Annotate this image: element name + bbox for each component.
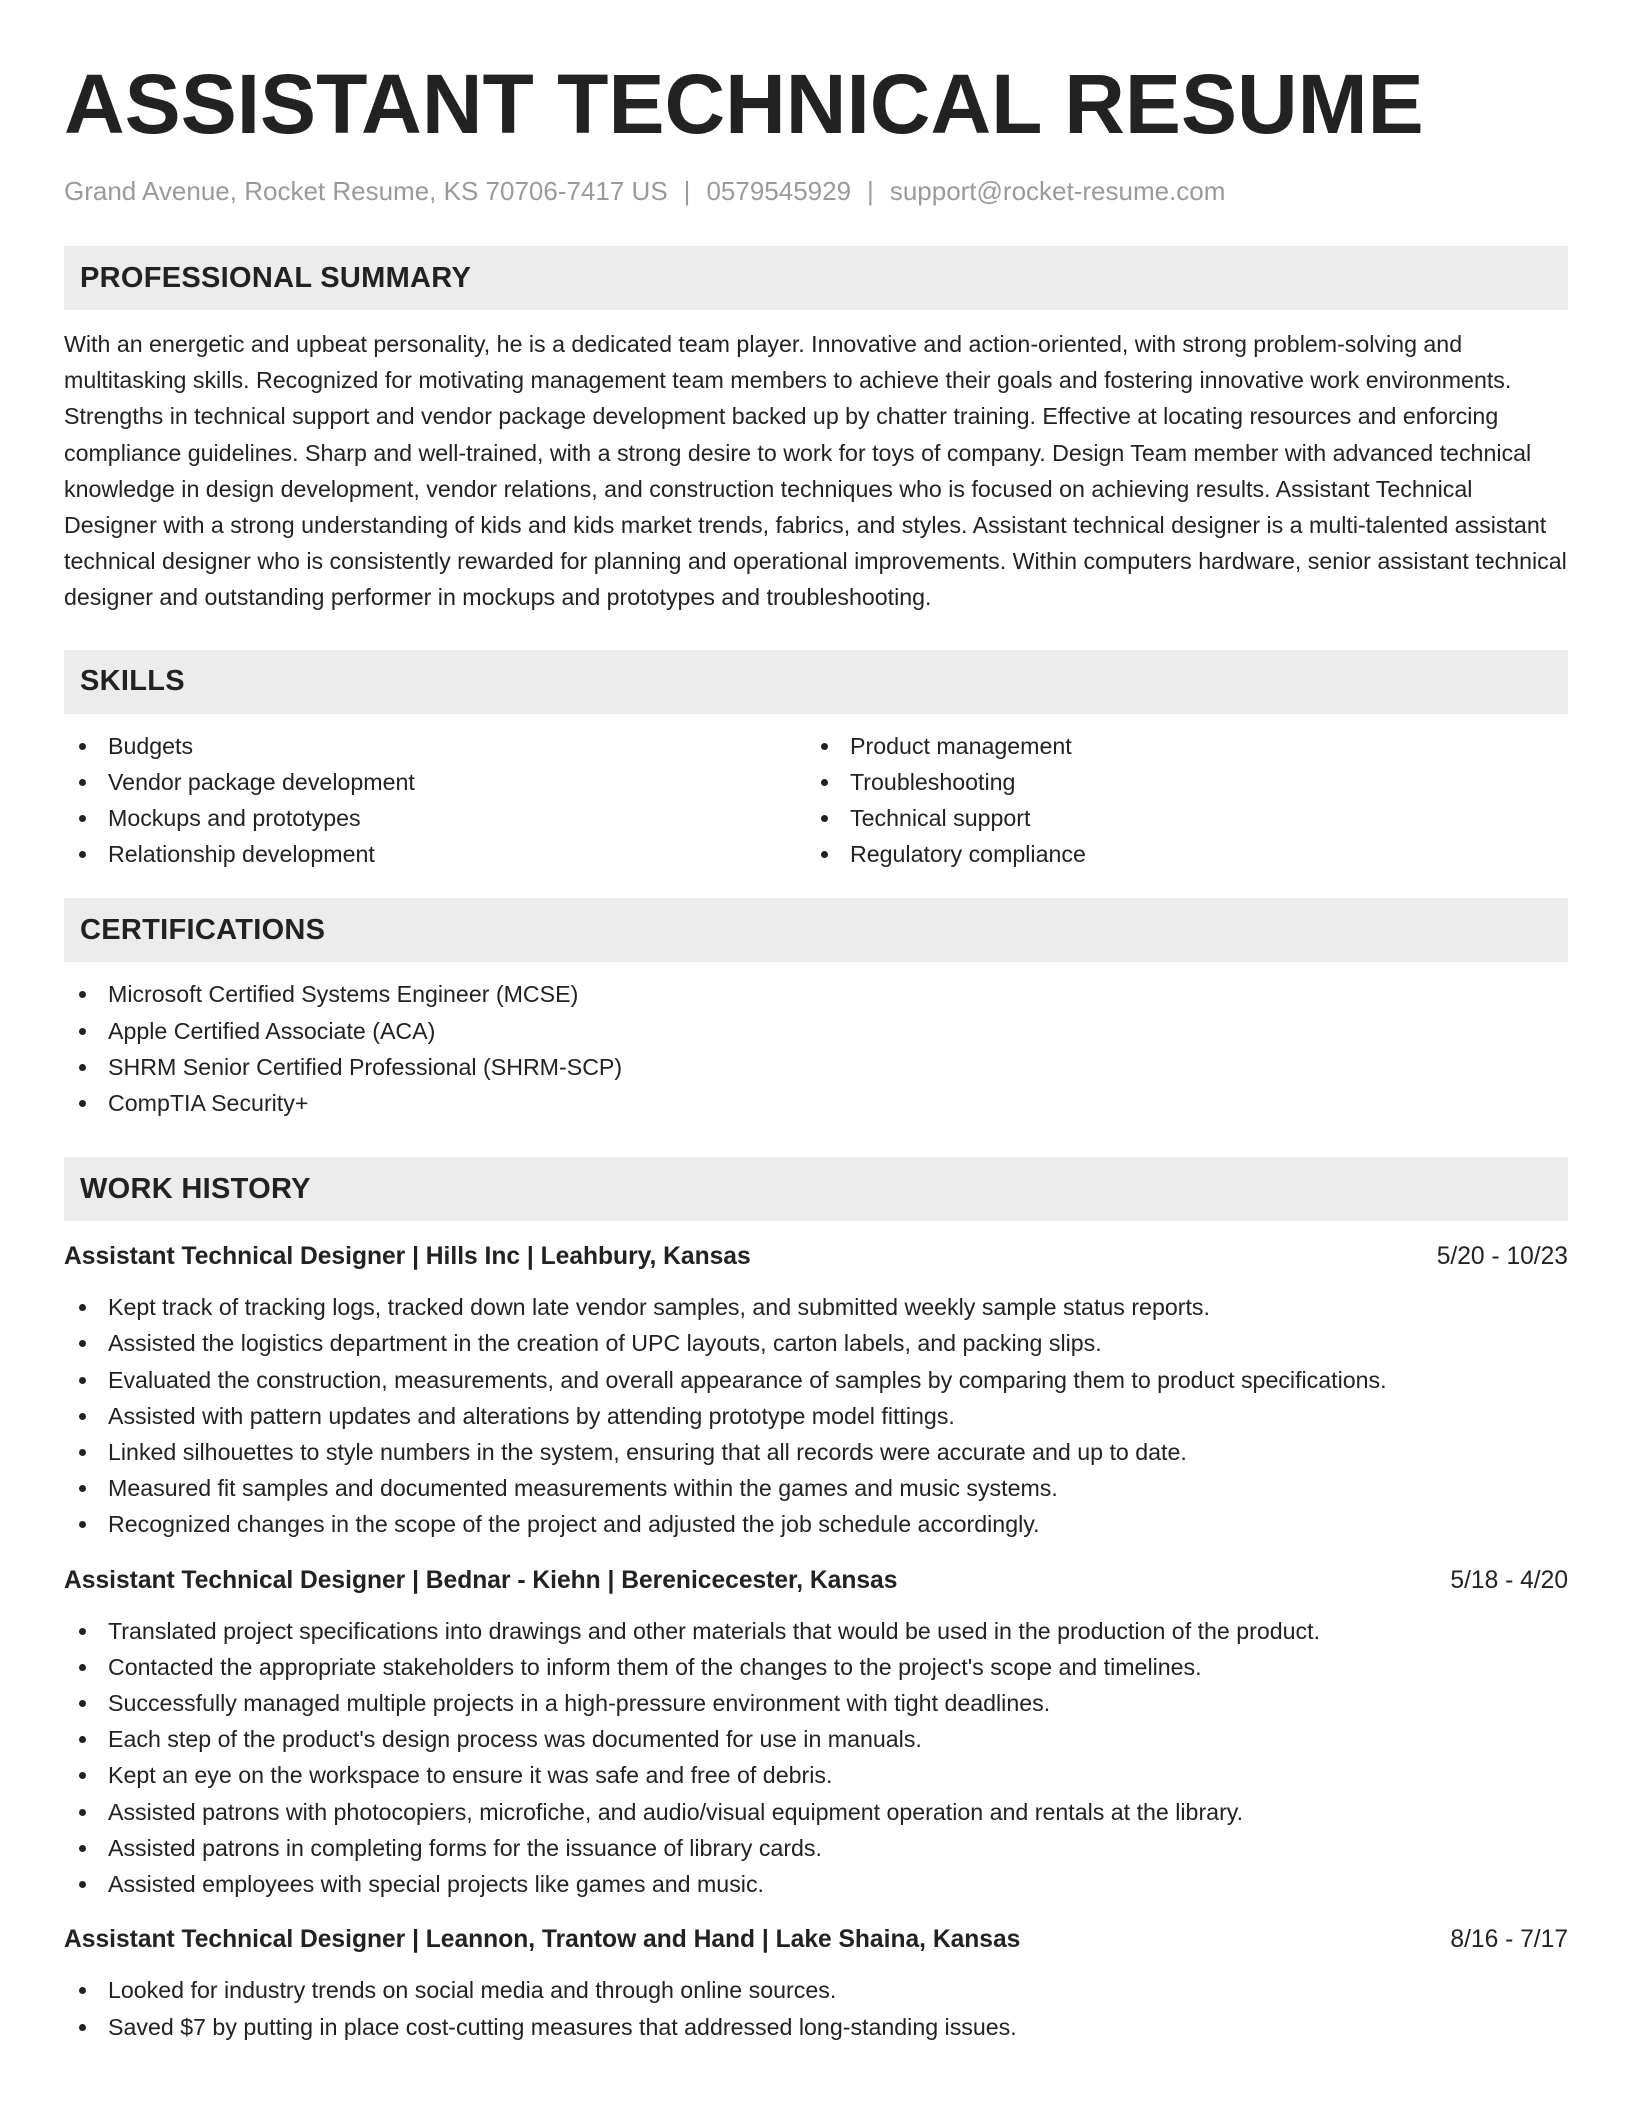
job-header — [64, 1563, 1568, 1599]
contact-line — [64, 174, 1568, 208]
certification-item: CompTIA Security+ — [64, 1085, 1568, 1121]
section-header-skills — [64, 650, 1568, 714]
job-bullet: Measured fit samples and documented measurements within the games and music systems. — [64, 1470, 1568, 1506]
job-bullet: Assisted employees with special projects like games and music. — [64, 1866, 1568, 1902]
skills-list-right — [806, 728, 1548, 873]
job-bullets — [64, 1972, 1568, 2044]
certification-item: SHRM Senior Certified Professional (SHRM-SCP) — [64, 1049, 1568, 1085]
contact-address: Grand Avenue, Rocket Resume, KS 70706-7417 US — [64, 176, 668, 206]
contact-separator: | — [683, 176, 691, 206]
job-title: Assistant Technical Designer | Leannon, Trantow and Hand | Lake Shaina, Kansas — [64, 1926, 1021, 1954]
skills-list-left — [64, 728, 806, 873]
job-bullet: Kept track of tracking logs, tracked down late vendor samples, and submitted weekly sample status reports. — [64, 1289, 1568, 1325]
job-title: Assistant Technical Designer | Hills Inc | Leahbury, Kansas — [64, 1243, 751, 1271]
job-bullet: Kept an eye on the workspace to ensure it was safe and free of debris. — [64, 1757, 1568, 1793]
job-dates: 8/16 - 7/17 — [1450, 1926, 1568, 1954]
job-entry — [64, 1239, 1568, 1542]
job-title: Assistant Technical Designer | Bednar - Kiehn | Berenicecester, Kansas — [64, 1566, 898, 1594]
job-bullets — [64, 1289, 1568, 1542]
resume-title: ASSISTANT TECHNICAL RESUME — [64, 57, 1424, 151]
section-heading: PROFESSIONAL SUMMARY — [80, 261, 472, 294]
skill-item: Product management — [806, 728, 1548, 764]
section-heading: CERTIFICATIONS — [80, 913, 326, 946]
job-entry — [64, 1563, 1568, 1903]
contact-separator: | — [867, 176, 874, 206]
job-bullet: Contacted the appropriate stakeholders to inform them of the changes to the project's scope and timelines. — [64, 1649, 1568, 1685]
job-bullet: Saved $7 by putting in place cost-cutting measures that addressed long-standing issues. — [64, 2009, 1568, 2045]
job-dates: 5/20 - 10/23 — [1436, 1243, 1568, 1271]
section-header-certifications — [64, 898, 1568, 962]
job-bullet: Looked for industry trends on social media and through online sources. — [64, 1972, 1568, 2008]
section-header-summary — [64, 246, 1568, 310]
job-header — [64, 1239, 1568, 1275]
job-bullet: Each step of the product's design process was documented for use in manuals. — [64, 1721, 1568, 1757]
skill-item: Budgets — [64, 728, 806, 764]
skill-item: Mockups and prototypes — [64, 800, 806, 836]
job-bullet: Linked silhouettes to style numbers in the system, ensuring that all records were accurate and up to date. — [64, 1434, 1568, 1470]
job-bullet: Recognized changes in the scope of the project and adjusted the job schedule accordingly. — [64, 1506, 1568, 1542]
certification-item: Microsoft Certified Systems Engineer (MCSE) — [64, 976, 1568, 1012]
job-bullet: Assisted patrons with photocopiers, microfiche, and audio/visual equipment operation and rentals at the library. — [64, 1794, 1568, 1830]
job-bullet: Assisted the logistics department in the creation of UPC layouts, carton labels, and packing slips. — [64, 1325, 1568, 1361]
contact-email: support@rocket-resume.com — [889, 176, 1226, 206]
section-heading: WORK HISTORY — [80, 1172, 311, 1205]
job-bullets — [64, 1613, 1568, 1903]
job-entry — [64, 1922, 1568, 2044]
job-header — [64, 1922, 1568, 1958]
contact-phone: 0579545929 — [706, 176, 852, 206]
job-bullet: Successfully managed multiple projects in a high-pressure environment with tight deadlines. — [64, 1685, 1568, 1721]
job-bullet: Evaluated the construction, measurements, and overall appearance of samples by comparing them to product specifications. — [64, 1362, 1568, 1398]
job-bullet: Assisted with pattern updates and alterations by attending prototype model fittings. — [64, 1398, 1568, 1434]
section-heading: SKILLS — [80, 665, 185, 698]
resume-page — [64, 0, 1568, 2045]
skill-item: Troubleshooting — [806, 764, 1548, 800]
job-dates: 5/18 - 4/20 — [1450, 1566, 1568, 1594]
certifications-list — [64, 976, 1568, 1121]
summary-text: With an energetic and upbeat personality, he is a dedicated team player. Innovative and action-oriented, with strong problem-solving and multitasking skills. Recognized for motivating management team members to achieve their goals and fostering innovative work environments. Strengths in technical support and vendor package development backed up by chatter training. Effective at locating resources and enforcing compliance guidelines. Sharp and well-trained, with a strong desire to work for toys of company. Design Team member with advanced technical knowledge in design development, vendor relations, and construction techniques who is focused on achieving results. Assistant Technical Designer with a strong understanding of kids and kids market trends, fabrics, and styles. Assistant technical designer is a multi-talented assistant technical designer who is consistently rewarded for planning and operational improvements. Within computers hardware, senior assistant technical designer and outstanding performer in mockups and prototypes and troubleshooting. — [64, 331, 1567, 611]
skill-item: Technical support — [806, 800, 1548, 836]
job-bullet: Assisted patrons in completing forms for the issuance of library cards. — [64, 1830, 1568, 1866]
job-bullet: Translated project specifications into drawings and other materials that would be used in the production of the product. — [64, 1613, 1568, 1649]
skills-grid — [64, 728, 1568, 873]
skill-item: Vendor package development — [64, 764, 806, 800]
skill-item: Relationship development — [64, 836, 806, 872]
section-header-work-history — [64, 1157, 1568, 1221]
skill-item: Regulatory compliance — [806, 836, 1548, 872]
certification-item: Apple Certified Associate (ACA) — [64, 1013, 1568, 1049]
